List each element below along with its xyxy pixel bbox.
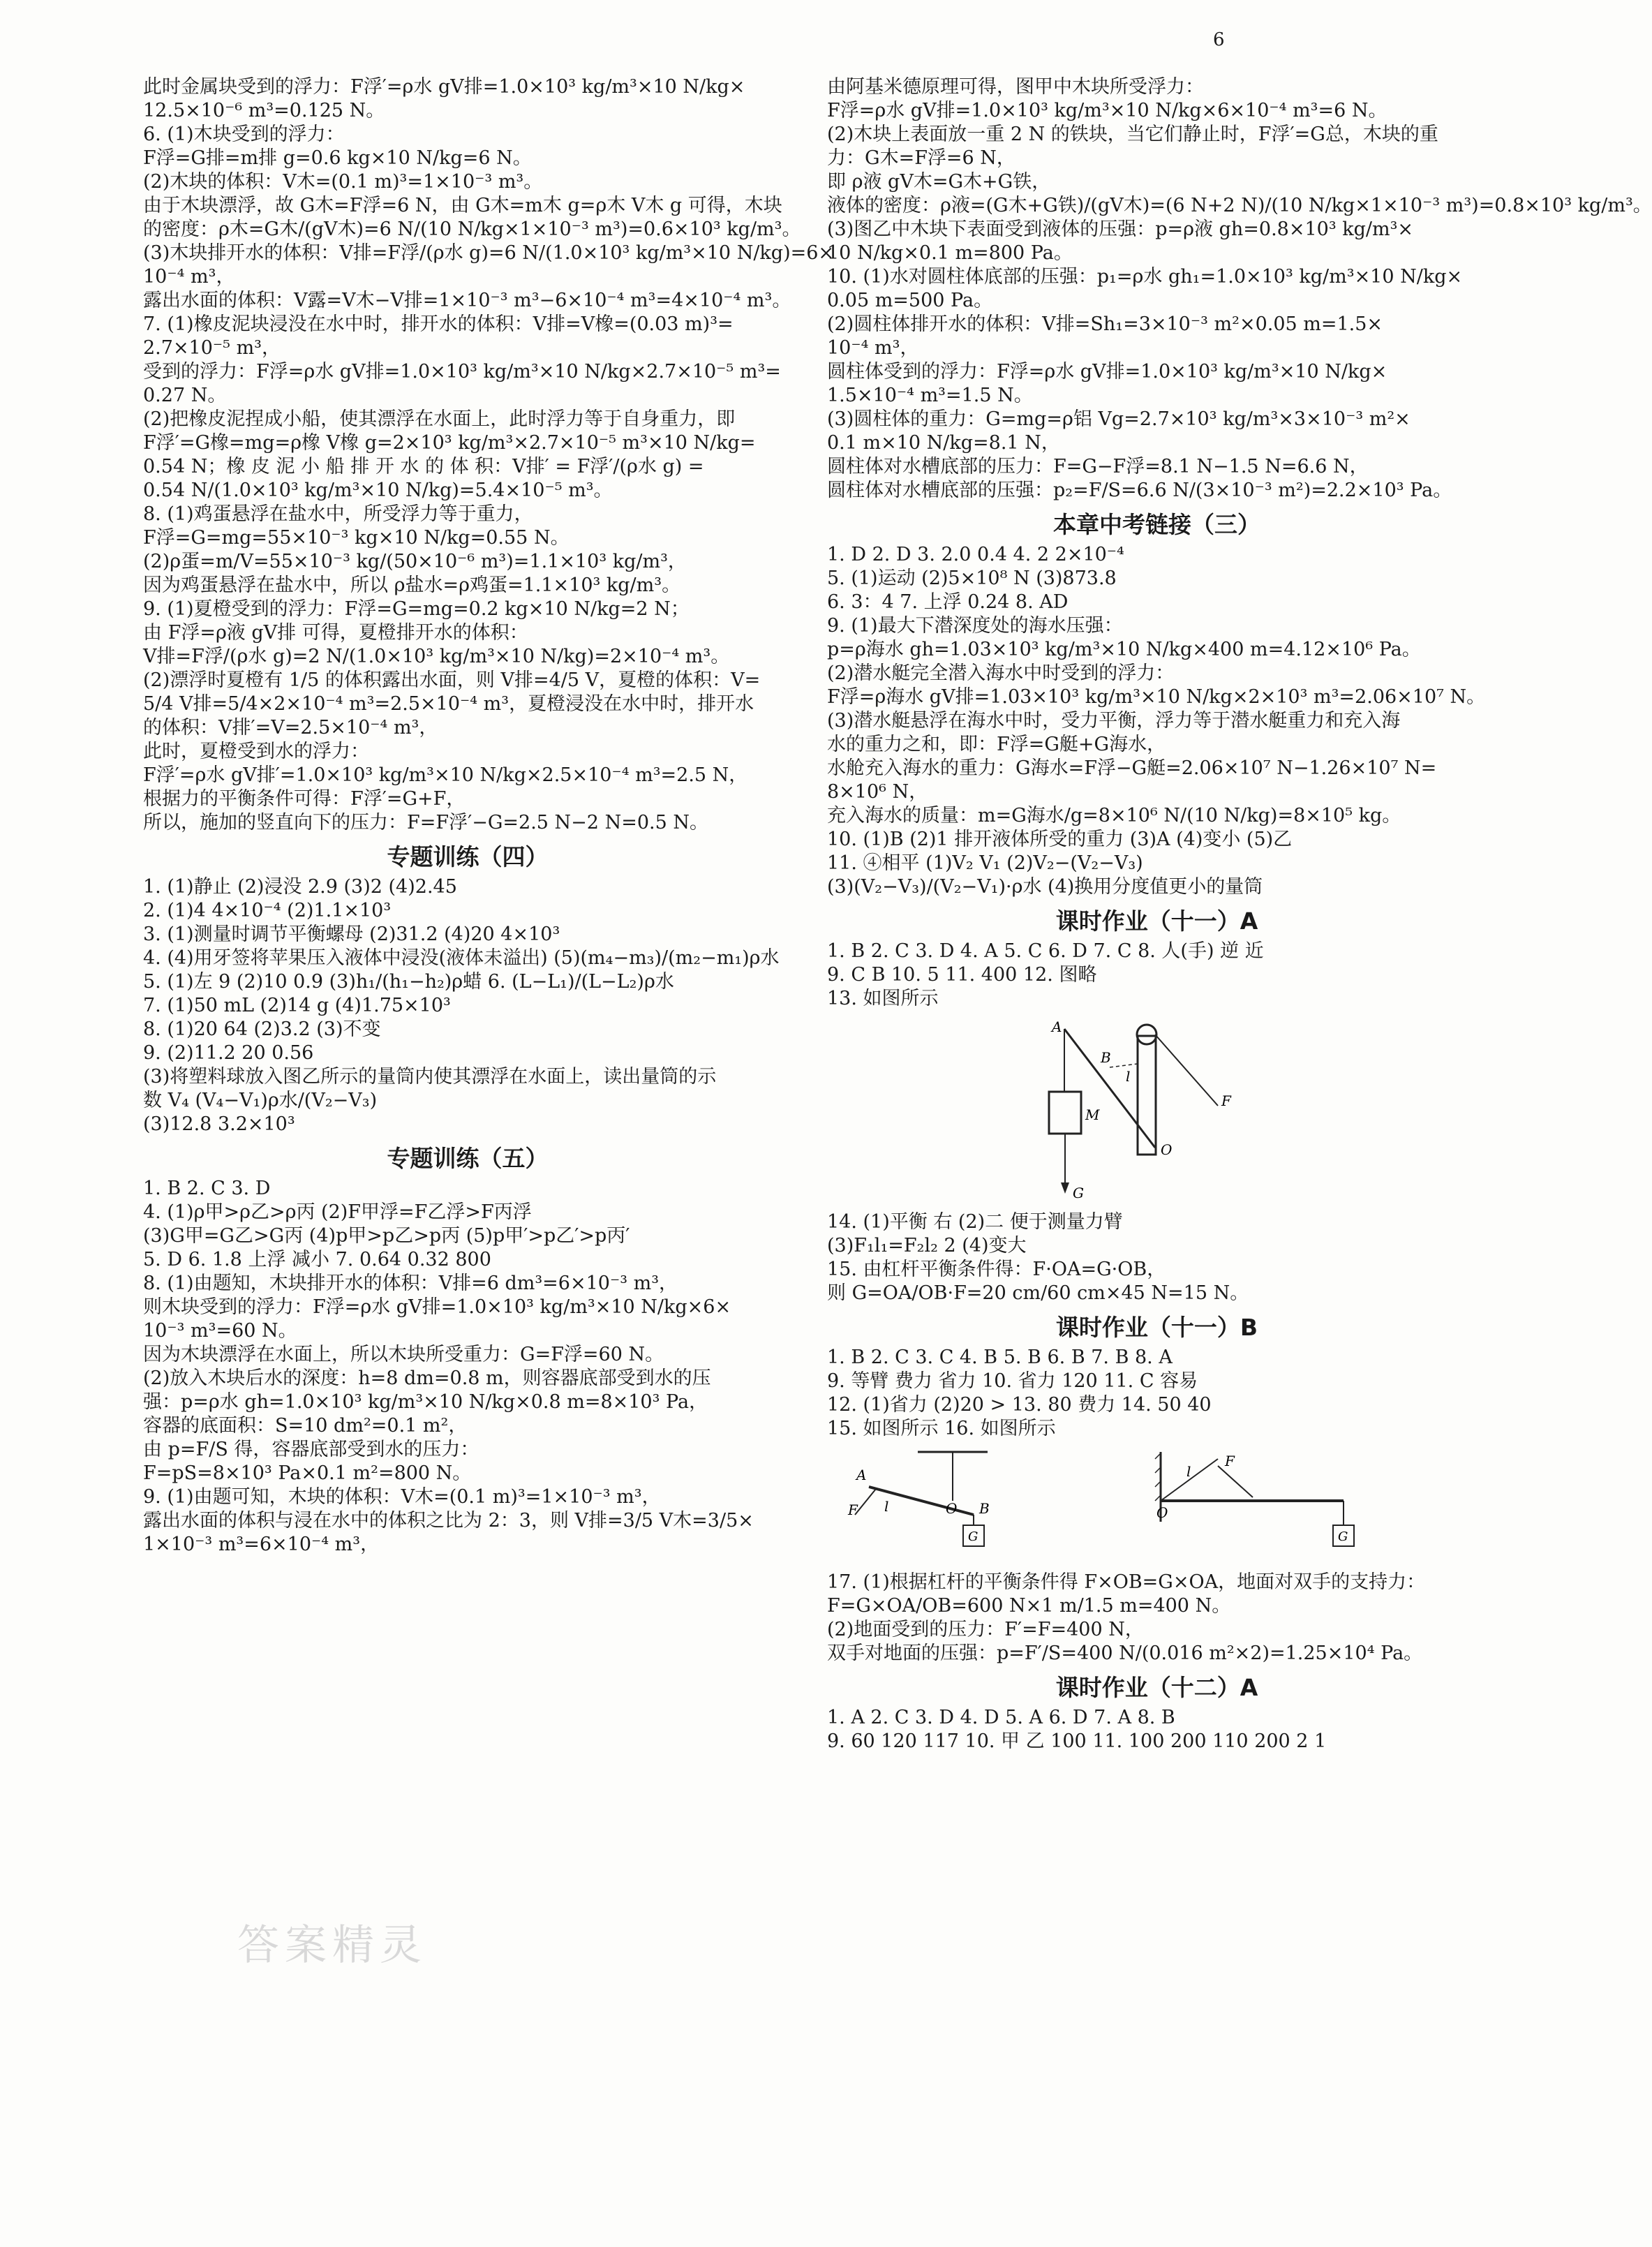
answer-line: (2)把橡皮泥捏成小船，使其漂浮在水面上，此时浮力等于自身重力，即 <box>143 408 736 430</box>
heading-homework-11a: 课时作业（十一）A <box>1055 907 1258 935</box>
fig13-label-o: O <box>1161 1141 1173 1158</box>
answer-line: 9. C B 10. 5 11. 400 12. 图略 <box>827 964 1097 986</box>
answer-line: 10. (1)水对圆柱体底部的压强：p₁=ρ水 gh₁=1.0×10³ kg/m³×10 N/kg× <box>827 266 1463 288</box>
answer-line: (3)潜水艇悬浮在海水中时，受力平衡，浮力等于潜水艇重力和充入海 <box>827 710 1401 732</box>
answer-line: 由阿基米德原理可得，图甲中木块所受浮力： <box>827 76 1204 98</box>
answer-line: 11. ④相平 (1)V₂ V₁ (2)V₂−(V₂−V₃) <box>827 852 1143 874</box>
fig13-label-f: F <box>1221 1092 1231 1109</box>
page-mark: 6 <box>1213 29 1225 50</box>
answer-line: 4. (4)用牙签将苹果压入液体中浸没(液体未溢出) (5)(m₄−m₃)/(m₂−m₁)ρ水 <box>143 947 780 969</box>
answer-line: (2)漂浮时夏橙有 1/5 的体积露出水面，则 V排=4/5 V，夏橙的体积：V= <box>143 669 761 691</box>
answer-line: 9. (2)11.2 20 0.56 <box>143 1042 314 1064</box>
watermark: 答案精灵 <box>237 1921 427 1970</box>
answer-line: 0.27 N。 <box>143 385 227 406</box>
answer-line: F浮=G=mg=55×10⁻³ kg×10 N/kg=0.55 N。 <box>143 527 570 549</box>
figure-13-svg <box>827 1015 1487 1203</box>
answer-line: 水舱充入海水的重力：G海水=F浮−G艇=2.06×10⁷ N−1.26×10⁷ N= <box>827 757 1437 779</box>
answer-line: 3. (1)测量时调节平衡螺母 (2)31.2 (4)20 4×10³ <box>143 924 560 945</box>
answer-line: 5. D 6. 1.8 上浮 减小 7. 0.64 0.32 800 <box>143 1249 491 1270</box>
fig16-label-f: F <box>1225 1453 1235 1469</box>
right-block-4 <box>827 1210 1487 1305</box>
left-block-3 <box>143 1177 792 1557</box>
answer-line: 强：p=ρ水 gh=1.0×10³ kg/m³×10 N/kg×0.8 m=8×10³ Pa， <box>143 1391 708 1413</box>
fig16-label-o: O <box>1156 1504 1168 1521</box>
right-block-5 <box>827 1346 1487 1441</box>
left-column <box>143 75 835 1557</box>
heading-homework-11b: 课时作业（十一）B <box>1055 1314 1258 1341</box>
answer-line: 1×10⁻³ m³=6×10⁻⁴ m³， <box>143 1534 380 1555</box>
answer-line: (3)图乙中木块下表面受到液体的压强：p=ρ液 gh=0.8×10³ kg/m³× <box>827 218 1414 240</box>
answer-line: (2)潜水艇完全潜入海水中时受到的浮力： <box>827 662 1175 684</box>
figure-15-16-svg <box>827 1445 1487 1564</box>
answer-line: (2)圆柱体排开水的体积：V排=Sh₁=3×10⁻³ m²×0.05 m=1.5× <box>827 313 1383 335</box>
fig16-label-g: G <box>1338 1529 1348 1544</box>
heading-special-training-5: 专题训练（五） <box>387 1145 549 1172</box>
answer-line: 0.1 m×10 N/kg=8.1 N， <box>827 432 1060 454</box>
answer-line: 0.54 N；橡 皮 泥 小 船 排 开 水 的 体 积：V排′ = F浮′/(ρ水 g) = <box>143 456 704 477</box>
heading-chapter-link-3: 本章中考链接（三） <box>1053 511 1260 538</box>
answer-line: 此时，夏橙受到水的浮力： <box>143 741 369 762</box>
right-block-6 <box>827 1571 1487 1666</box>
right-block-7 <box>827 1706 1487 1753</box>
answer-line: 2. (1)4 4×10⁻⁴ (2)1.1×10³ <box>143 900 392 921</box>
answer-line: 5/4 V排=5/4×2×10⁻⁴ m³=2.5×10⁻⁴ m³，夏橙浸没在水中时，排开水 <box>143 693 754 715</box>
answer-line: F浮=G排=m排 g=0.6 kg×10 N/kg=6 N。 <box>143 147 532 169</box>
answer-line: 15. 由杠杆平衡条件得：F·OA=G·OB， <box>827 1259 1166 1280</box>
answer-line: 的体积：V排′=V=2.5×10⁻⁴ m³， <box>143 717 438 739</box>
right-block-1 <box>827 75 1652 503</box>
fig13-label-m: M <box>1085 1106 1100 1123</box>
answer-line: 水的重力之和，即：F浮=G艇+G海水， <box>827 734 1166 755</box>
answer-line: 此时金属块受到的浮力：F浮′=ρ水 gV排=1.0×10³ kg/m³×10 N/kg× <box>143 76 745 98</box>
answer-line: 10⁻⁴ m³， <box>143 266 235 288</box>
right-block-3 <box>827 940 1487 1011</box>
answer-line: 7. (1)橡皮泥块浸没在水中时，排开水的体积：V排=V橡=(0.03 m)³= <box>143 313 734 335</box>
answer-line: 12.5×10⁻⁶ m³=0.125 N。 <box>143 100 385 121</box>
fig15-label-o: O <box>946 1500 958 1517</box>
figure-15-16-levers <box>827 1445 1487 1564</box>
answer-line: 因为木块漂浮在水面上，所以木块所受重力：G=F浮=60 N。 <box>143 1344 664 1365</box>
answer-line: 1. (1)静止 (2)浸没 2.9 (3)2 (4)2.45 <box>143 876 457 898</box>
fig16-label-l: l <box>1186 1463 1191 1480</box>
answer-line: 9. (1)由题可知，木块的体积：V木=(0.1 m)³=1×10⁻³ m³， <box>143 1486 661 1508</box>
answer-line: 液体的密度：ρ液=(G木+G铁)/(gV木)=(6 N+2 N)/(10 N/kg×1×10⁻³ m³)=0.8×10³ kg/m³。 <box>827 195 1652 216</box>
answer-line: 14. (1)平衡 右 (2)二 便于测量力臂 <box>827 1211 1123 1233</box>
answer-line: 露出水面的体积与浸在水中的体积之比为 2：3，则 V排=3/5 V木=3/5× <box>143 1510 754 1532</box>
answer-line: 10 N/kg×0.1 m=800 Pa。 <box>827 242 1073 264</box>
answer-line: F浮=ρ海水 gV排=1.03×10³ kg/m³×10 N/kg×2×10³ m³=2.06×10⁷ N。 <box>827 686 1486 708</box>
answer-line: 9. (1)最大下潜深度处的海水压强： <box>827 615 1123 637</box>
answer-line: (2)木块的体积：V木=(0.1 m)³=1×10⁻³ m³。 <box>143 171 543 193</box>
left-block-1 <box>143 75 835 835</box>
fig15-label-l: l <box>884 1498 889 1515</box>
fig13-label-b: B <box>1101 1049 1111 1066</box>
fig15-label-g: G <box>968 1529 978 1544</box>
fig13-label-a: A <box>1052 1018 1062 1035</box>
answer-line: 1. B 2. C 3. D 4. A 5. C 6. D 7. C 8. 人(手) 逆 近 <box>827 940 1264 962</box>
answer-line: 根据力的平衡条件可得：F浮′=G+F， <box>143 788 466 810</box>
answer-line: 10⁻³ m³=60 N。 <box>143 1320 297 1342</box>
answer-line: 8×10⁶ N， <box>827 781 928 803</box>
answer-line: 充入海水的质量：m=G海水/g=8×10⁶ N/(10 N/kg)=8×10⁵ kg。 <box>827 805 1401 826</box>
answer-line: 6. 3：4 7. 上浮 0.24 8. AD <box>827 591 1069 613</box>
heading-homework-12a: 课时作业（十二）A <box>1055 1674 1258 1701</box>
answer-line: F=G×OA/OB=600 N×1 m/1.5 m=400 N。 <box>827 1595 1231 1617</box>
answer-line: 圆柱体受到的浮力：F浮=ρ水 gV排=1.0×10³ kg/m³×10 N/kg× <box>827 361 1387 383</box>
answer-line: (3)将塑料球放入图乙所示的量筒内使其漂浮在水面上，读出量筒的示 <box>143 1066 717 1088</box>
answer-line: F浮′=G橡=mg=ρ橡 V橡 g=2×10³ kg/m³×2.7×10⁻⁵ m³×10 N/kg= <box>143 432 756 454</box>
answer-line: (3)F₁l₁=F₂l₂ 2 (4)变大 <box>827 1235 1027 1256</box>
answer-line: 圆柱体对水槽底部的压强：p₂=F/S=6.6 N/(3×10⁻³ m²)=2.2×10³ Pa。 <box>827 480 1452 501</box>
answer-line: 2.7×10⁻⁵ m³， <box>143 337 281 359</box>
answer-line: (2)ρ蛋=m/V=55×10⁻³ kg/(50×10⁻⁶ m³)=1.1×10³ kg/m³， <box>143 551 687 572</box>
left-block-2 <box>143 875 792 1136</box>
answer-line: 双手对地面的压强：p=F′/S=400 N/(0.016 m²×2)=1.25×10⁴ Pa。 <box>827 1642 1423 1664</box>
answer-line: 的密度：ρ木=G木/(gV木)=6 N/(10 N/kg×1×10⁻³ m³)=0.6×10³ kg/m³。 <box>143 218 801 240</box>
heading-special-training-4: 专题训练（四） <box>387 843 549 870</box>
answer-line: 由 F浮=ρ液 gV排 可得，夏橙排开水的体积： <box>143 622 528 644</box>
answer-line: 5. (1)左 9 (2)10 0.9 (3)h₁/(h₁−h₂)ρ蜡 6. (L−L₁)/(L−L₂)ρ水 <box>143 971 674 993</box>
answer-line: V排=F浮/(ρ水 g)=2 N/(1.0×10³ kg/m³×10 N/kg)=2×10⁻⁴ m³。 <box>143 646 730 667</box>
answer-line: 受到的浮力：F浮=ρ水 gV排=1.0×10³ kg/m³×10 N/kg×2.7×10⁻⁵ m³= <box>143 361 781 383</box>
answer-line: 则木块受到的浮力：F浮=ρ水 gV排=1.0×10³ kg/m³×10 N/kg×6× <box>143 1296 731 1318</box>
answer-line: F=pS=8×10³ Pa×0.1 m²=800 N。 <box>143 1462 472 1484</box>
fig15-label-a: A <box>856 1467 867 1483</box>
right-column <box>827 75 1652 1753</box>
fig13-label-l: l <box>1126 1068 1131 1085</box>
answer-line: 由于木块漂浮，故 G木=F浮=6 N，由 G木=m木 g=ρ木 V木 g 可得，木块 <box>143 195 782 216</box>
answer-line: 即 ρ液 gV木=G木+G铁， <box>827 171 1051 193</box>
answer-line: 露出水面的体积：V露=V木−V排=1×10⁻³ m³−6×10⁻⁴ m³=4×10⁻⁴ m³。 <box>143 290 791 311</box>
answer-line: 由 p=F/S 得，容器底部受到水的压力： <box>143 1439 479 1460</box>
figure-13-lever <box>827 1015 1487 1203</box>
answer-line: (3)木块排开水的体积：V排=F浮/(ρ水 g)=6 N/(1.0×10³ kg/m³×10 N/kg)=6× <box>143 242 835 264</box>
fig15-label-b: B <box>979 1500 990 1517</box>
answer-line: 9. 60 120 117 10. 甲 乙 100 11. 100 200 110 200 2 1 <box>827 1730 1327 1752</box>
answer-line: 10. (1)B (2)1 排开液体所受的重力 (3)A (4)变小 (5)乙 <box>827 829 1293 850</box>
answer-line: 0.05 m=500 Pa。 <box>827 290 993 311</box>
answer-line: 1. B 2. C 3. D <box>143 1178 271 1199</box>
answer-line: 圆柱体对水槽底部的压力：F=G−F浮=8.1 N−1.5 N=6.6 N， <box>827 456 1369 477</box>
answer-line: 10⁻⁴ m³， <box>827 337 919 359</box>
answer-line: (2)木块上表面放一重 2 N 的铁块，当它们静止时，F浮′=G总，木块的重 <box>827 124 1438 145</box>
answer-line: 13. 如图所示 <box>827 988 939 1009</box>
answer-line: 1. A 2. C 3. D 4. D 5. A 6. D 7. A 8. B <box>827 1707 1175 1728</box>
answer-line: 1. D 2. D 3. 2.0 0.4 4. 2 2×10⁻⁴ <box>827 544 1124 565</box>
answer-line: (3)12.8 3.2×10³ <box>143 1113 295 1135</box>
answer-line: F浮=ρ水 gV排=1.0×10³ kg/m³×10 N/kg×6×10⁻⁴ m³=6 N。 <box>827 100 1387 121</box>
answer-line: 则 G=OA/OB·F=20 cm/60 cm×45 N=15 N。 <box>827 1282 1249 1304</box>
answer-line: (3)(V₂−V₃)/(V₂−V₁)·ρ水 (4)换用分度值更小的量筒 <box>827 876 1263 898</box>
right-block-2 <box>827 543 1487 899</box>
answer-line: 8. (1)20 64 (2)3.2 (3)不变 <box>143 1018 381 1040</box>
answer-line: 0.54 N/(1.0×10³ kg/m³×10 N/kg)=5.4×10⁻⁵ m³。 <box>143 480 613 501</box>
answer-line: 容器的底面积：S=10 dm²=0.1 m²， <box>143 1415 468 1437</box>
answer-line: 4. (1)ρ甲>ρ乙>ρ丙 (2)F甲浮=F乙浮>F丙浮 <box>143 1201 532 1223</box>
fig15-label-f: F <box>848 1501 858 1518</box>
answer-line: (3)圆柱体的重力：G=mg=ρ铝 Vg=2.7×10³ kg/m³×3×10⁻³ m²× <box>827 408 1411 430</box>
answer-line: 8. (1)由题知，木块排开水的体积：V排=6 dm³=6×10⁻³ m³， <box>143 1273 678 1294</box>
answer-line: 15. 如图所示 16. 如图所示 <box>827 1418 1056 1439</box>
answer-line: (2)地面受到的压力：F′=F=400 N， <box>827 1619 1144 1640</box>
answer-line: 9. (1)夏橙受到的浮力：F浮=G=mg=0.2 kg×10 N/kg=2 N； <box>143 598 690 620</box>
answer-line: 因为鸡蛋悬浮在盐水中，所以 ρ盐水=ρ鸡蛋=1.1×10³ kg/m³。 <box>143 574 681 596</box>
answer-line: p=ρ海水 gh=1.03×10³ kg/m³×10 N/kg×400 m=4.12×10⁶ Pa。 <box>827 639 1421 660</box>
answer-line: 9. 等臂 费力 省力 10. 省力 120 11. C 容易 <box>827 1370 1198 1392</box>
answer-line: 所以，施加的竖直向下的压力：F=F浮′−G=2.5 N−2 N=0.5 N。 <box>143 812 708 833</box>
answer-line: 数 V₄ (V₄−V₁)ρ水/(V₂−V₃) <box>143 1090 378 1111</box>
answer-line: 1.5×10⁻⁴ m³=1.5 N。 <box>827 385 1033 406</box>
answer-line: F浮′=ρ水 gV排′=1.0×10³ kg/m³×10 N/kg×2.5×10⁻⁴ m³=2.5 N， <box>143 764 748 786</box>
answer-line: (2)放入木块后水的深度：h=8 dm=0.8 m，则容器底部受到水的压 <box>143 1367 711 1389</box>
answer-line: 力：G木=F浮=6 N， <box>827 147 1015 169</box>
answer-line: (3)G甲=G乙>G丙 (4)p甲>p乙>p丙 (5)p甲′>p乙′>p丙′ <box>143 1225 630 1247</box>
answer-line: 5. (1)运动 (2)5×10⁸ N (3)873.8 <box>827 568 1117 589</box>
answer-line: 8. (1)鸡蛋悬浮在盐水中，所受浮力等于重力， <box>143 503 533 525</box>
answer-line: 7. (1)50 mL (2)14 g (4)1.75×10³ <box>143 995 451 1016</box>
answer-line: 12. (1)省力 (2)20 > 13. 80 费力 14. 50 40 <box>827 1394 1212 1416</box>
fig13-label-g: G <box>1073 1185 1084 1201</box>
answer-line: 6. (1)木块受到的浮力： <box>143 124 345 145</box>
answer-line: 17. (1)根据杠杆的平衡条件得 F×OB=G×OA，地面对双手的支持力： <box>827 1571 1426 1593</box>
answer-line: 1. B 2. C 3. C 4. B 5. B 6. B 7. B 8. A <box>827 1347 1173 1368</box>
